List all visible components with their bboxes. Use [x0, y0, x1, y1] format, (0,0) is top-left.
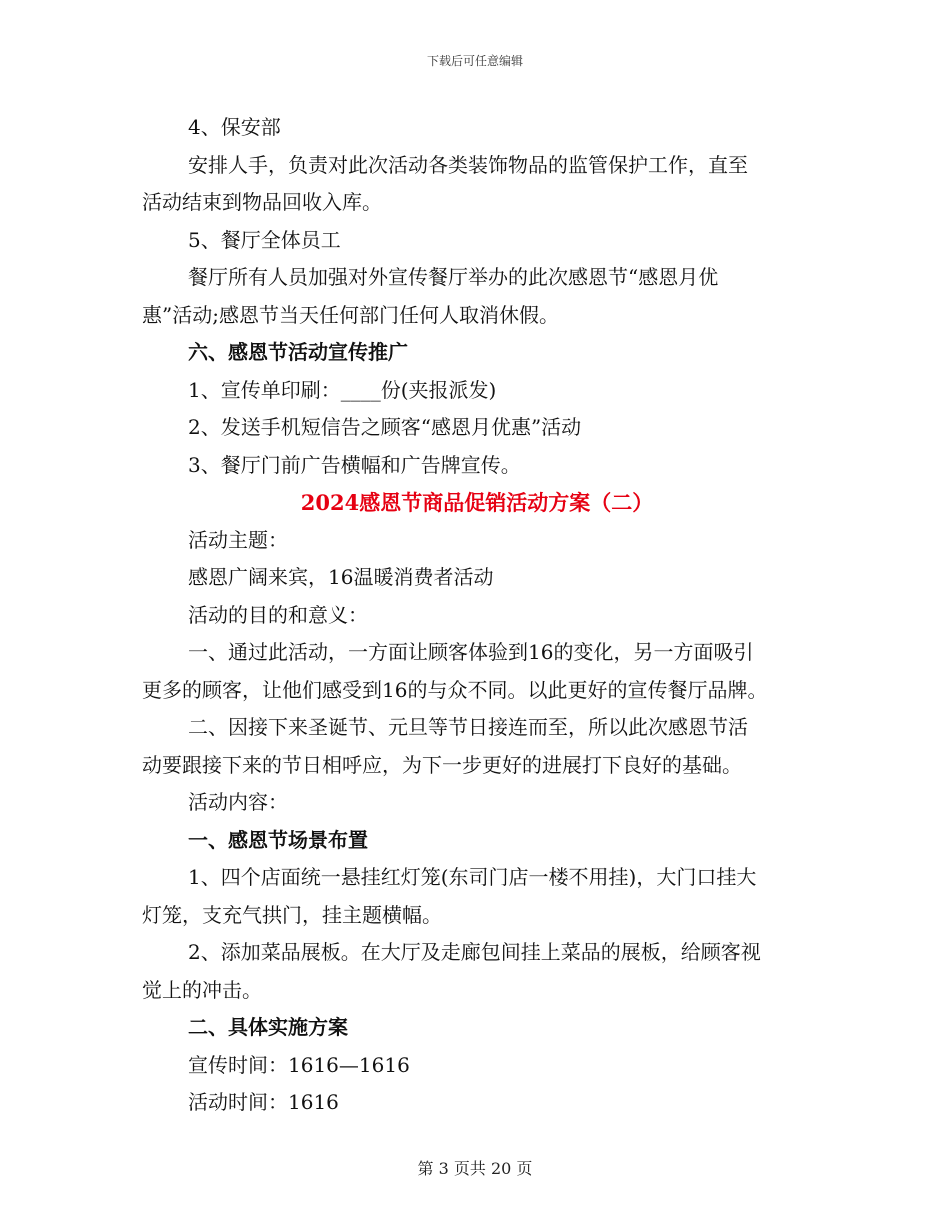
paragraph-line: 二、因接下来圣诞节、元旦等节日接连而至，所以此次感恩节活	[188, 715, 748, 739]
section-title: 2024感恩节商品促销活动方案（二）	[300, 490, 654, 515]
paragraph-line: 活动内容：	[188, 790, 288, 814]
paragraph-line: 觉上的冲击。	[142, 977, 262, 1002]
paragraph-line: 1、四个店面统一悬挂红灯笼(东司门店一楼不用挂)，大门口挂大	[188, 865, 757, 889]
paragraph-line: 1、宣传单印刷：____份(夹报派发)	[188, 377, 497, 402]
page-header: 下载后可任意编辑	[426, 54, 523, 68]
paragraph-line: 更多的顾客，让他们感受到16的与众不同。以此更好的宣传餐厅品牌。	[142, 677, 768, 702]
paragraph-line: 活动时间：1616	[188, 1090, 339, 1114]
paragraph-line: 3、餐厅门前广告横幅和广告牌宣传。	[188, 452, 521, 477]
paragraph-line: 惠”活动;感恩节当天任何部门任何人取消休假。	[142, 302, 559, 327]
section-heading: 六、感恩节活动宣传推广	[188, 340, 408, 364]
paragraph-line: 活动的目的和意义：	[188, 602, 368, 627]
section-heading: 二、具体实施方案	[188, 1015, 348, 1039]
paragraph-line: 安排人手，负责对此次活动各类装饰物品的监管保护工作，直至	[188, 152, 748, 177]
section-heading: 一、感恩节场景布置	[188, 827, 368, 852]
paragraph-line: 感恩广阔来宾，16温暖消费者活动	[188, 565, 494, 589]
paragraph-line: 2、添加菜品展板。在大厅及走廊包间挂上菜品的展板，给顾客视	[188, 940, 761, 964]
paragraph-line: 餐厅所有人员加强对外宣传餐厅举办的此次感恩节“感恩月优	[188, 265, 719, 289]
paragraph-line: 4、保安部	[188, 115, 281, 139]
paragraph-line: 5、餐厅全体员工	[188, 227, 341, 252]
paragraph-line: 活动结束到物品回收入库。	[142, 190, 382, 214]
paragraph-line: 活动主题：	[188, 527, 288, 552]
paragraph-line: 灯笼，支充气拱门，挂主题横幅。	[142, 902, 442, 927]
paragraph-line: 动要跟接下来的节日相呼应，为下一步更好的进展打下良好的基础。	[142, 752, 742, 777]
document-body	[142, 109, 812, 1122]
paragraph-line: 宣传时间：1616—1616	[188, 1052, 410, 1077]
page-footer: 第 3 页共 20 页	[417, 1159, 533, 1178]
paragraph-line: 一、通过此活动，一方面让顾客体验到16的变化，另一方面吸引	[188, 640, 754, 664]
paragraph-line: 2、发送手机短信告之顾客“感恩月优惠”活动	[188, 415, 582, 439]
